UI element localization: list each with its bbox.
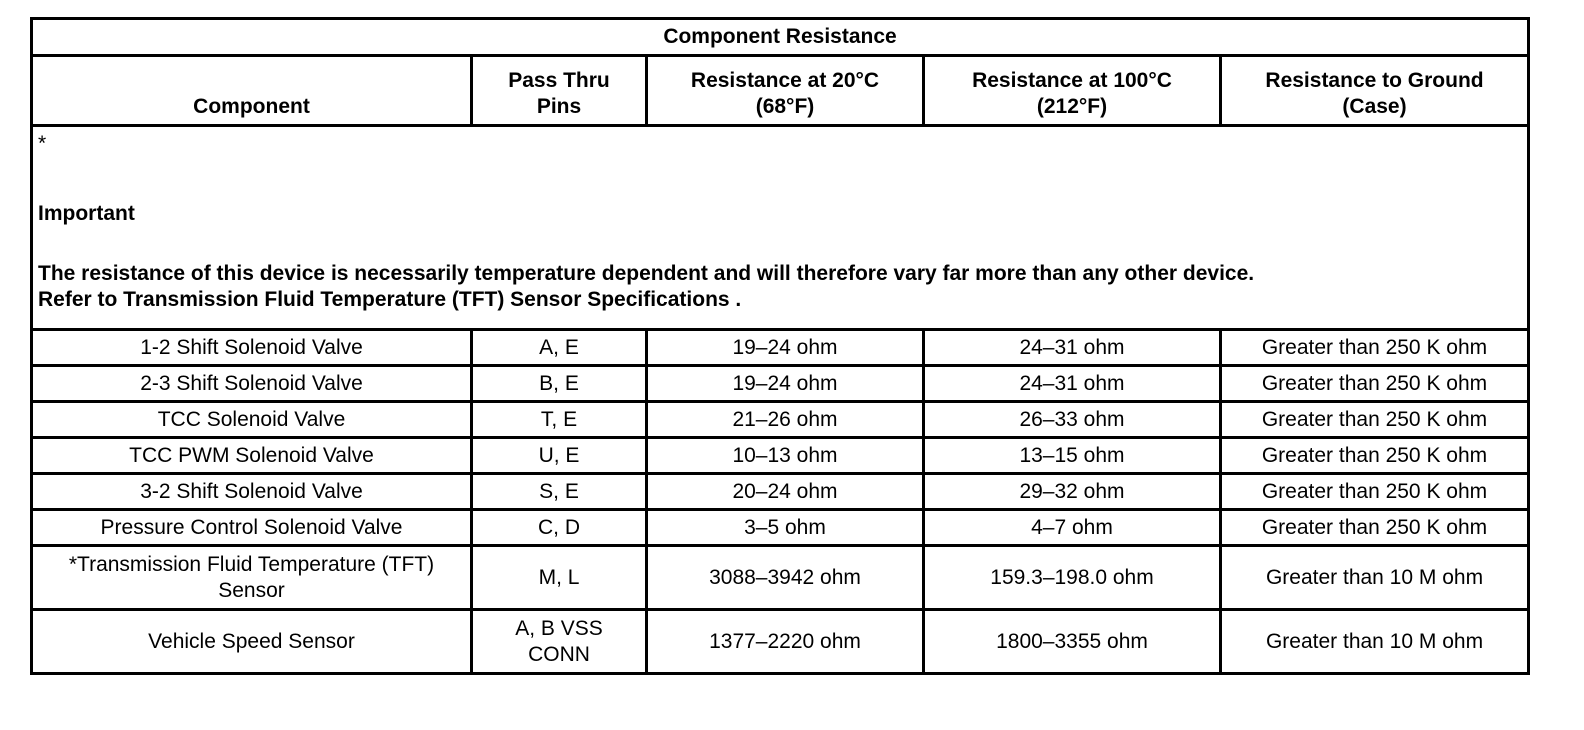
table-title: Component Resistance [32,19,1529,56]
note-text-2: Refer to Transmission Fluid Temperature (TFT) Sensor Specifications . [38,288,742,311]
table-row [32,330,1529,366]
note-heading: Important [38,202,135,225]
table-cell: 2-3 Shift Solenoid Valve [32,366,472,402]
table-row [32,402,1529,438]
table-cell: Greater than 250 K ohm [1221,474,1529,510]
table-cell: Greater than 250 K ohm [1221,366,1529,402]
table-cell: T, E [472,402,647,438]
table-row [32,510,1529,546]
important-note [32,126,1529,330]
table-cell: TCC PWM Solenoid Valve [32,438,472,474]
column-header-line: (68°F) [755,95,815,118]
table-cell: 159.3–198.0 ohm [924,546,1221,610]
column-header-line: Resistance at 100°C [972,69,1172,92]
component-resistance-table [30,17,1530,675]
table-cell: A, E [472,330,647,366]
table-cell: TCC Solenoid Valve [32,402,472,438]
table-row [32,438,1529,474]
note-text-1: The resistance of this device is necessarily temperature dependent and will therefore vary far more than any other device. [38,262,1255,285]
table-cell: 24–31 ohm [924,366,1221,402]
table-cell: 3088–3942 ohm [647,546,924,610]
table-cell: 26–33 ohm [924,402,1221,438]
table-cell: Greater than 250 K ohm [1221,510,1529,546]
table-cell: 21–26 ohm [647,402,924,438]
table-cell: *Transmission Fluid Temperature (TFT) Sensor [32,546,472,610]
table-cell: S, E [472,474,647,510]
table-cell: B, E [472,366,647,402]
table-cell: U, E [472,438,647,474]
column-header [472,56,647,126]
column-header-line: (212°F) [1036,95,1108,118]
column-header-line: Pass Thru [508,69,610,92]
table-cell: 29–32 ohm [924,474,1221,510]
header-row [32,56,1529,126]
table-cell: M, L [472,546,647,610]
table-cell: Greater than 250 K ohm [1221,402,1529,438]
table-cell: A, B VSS CONN [472,610,647,674]
table-cell: 1377–2220 ohm [647,610,924,674]
column-header-line: Pins [536,95,582,118]
table-cell: 24–31 ohm [924,330,1221,366]
column-header [32,56,472,126]
column-header-line: Resistance to Ground [1265,69,1484,92]
table-cell: Greater than 250 K ohm [1221,438,1529,474]
note-marker: * [38,132,47,155]
table-cell: Greater than 10 M ohm [1221,546,1529,610]
table-cell: Greater than 250 K ohm [1221,330,1529,366]
table-cell: 19–24 ohm [647,330,924,366]
table-cell: 1-2 Shift Solenoid Valve [32,330,472,366]
table-cell: 3-2 Shift Solenoid Valve [32,474,472,510]
table-cell: Vehicle Speed Sensor [32,610,472,674]
column-header-line: Resistance at 20°C [690,69,880,92]
table-cell: Greater than 10 M ohm [1221,610,1529,674]
table-cell: C, D [472,510,647,546]
table-row [32,474,1529,510]
column-header [1221,56,1529,126]
table-cell: 3–5 ohm [647,510,924,546]
table-cell: 1800–3355 ohm [924,610,1221,674]
table-row [32,366,1529,402]
table-cell: 4–7 ohm [924,510,1221,546]
table-cell: Pressure Control Solenoid Valve [32,510,472,546]
column-header [647,56,924,126]
column-header-line: (Case) [1342,95,1407,118]
table-row [32,610,1529,674]
table-row [32,546,1529,610]
column-header-line: Component [193,95,310,118]
table-cell: 10–13 ohm [647,438,924,474]
table-cell: 13–15 ohm [924,438,1221,474]
column-header [924,56,1221,126]
table-cell: 20–24 ohm [647,474,924,510]
table-cell: 19–24 ohm [647,366,924,402]
